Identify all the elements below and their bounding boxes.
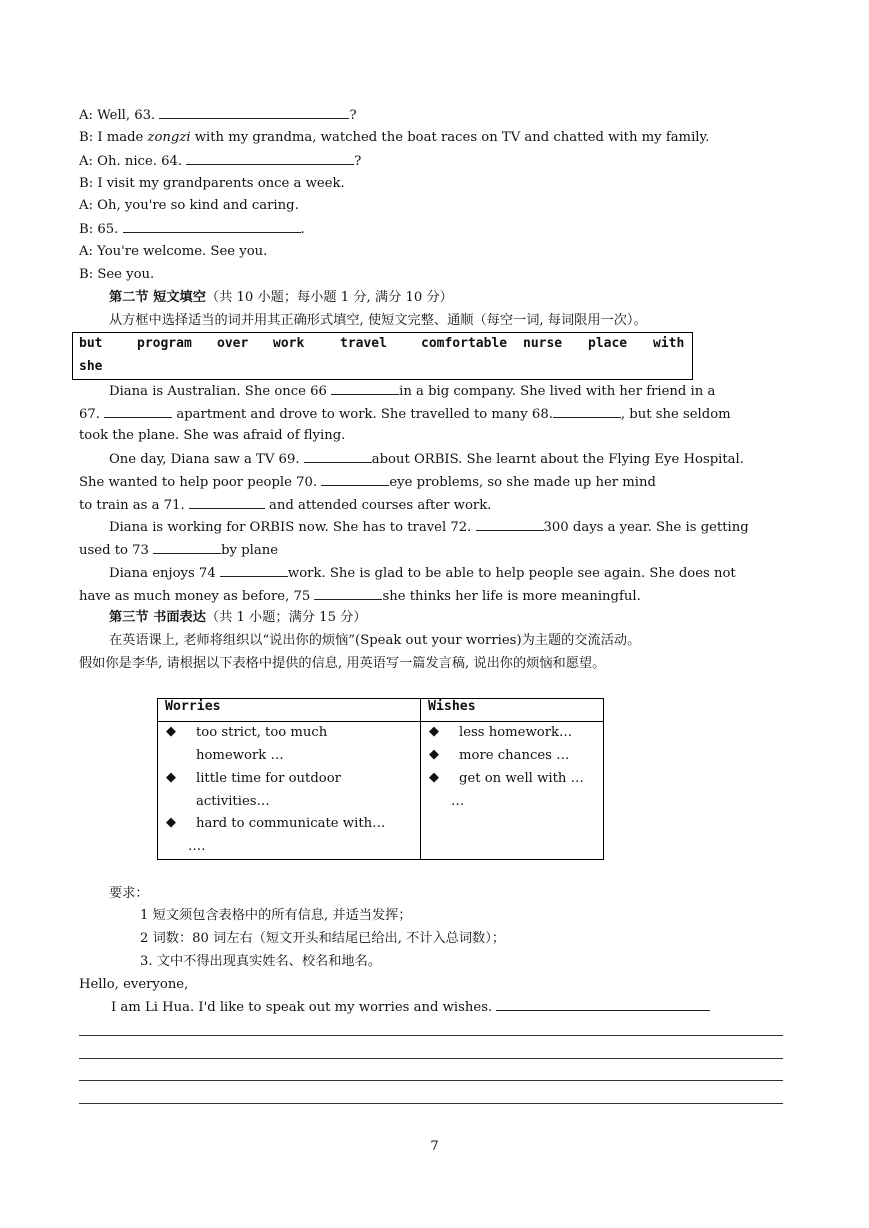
worry-item: …. bbox=[188, 839, 206, 854]
dialogue-line-63: A: Well, 63. ? bbox=[79, 108, 357, 123]
dialogue-line-zongzi: B: I made zongzi with my grandma, watched the boat races on TV and chatted with my family. bbox=[79, 130, 710, 145]
wishes-cell bbox=[421, 722, 604, 860]
diamond-bullet-icon: ◆ bbox=[429, 724, 439, 739]
section3-intro: 在英语课上, 老师将组织以“说出你的烦恼”(Speak out your worries)为主题的交流活动。 bbox=[109, 633, 641, 648]
blank-65[interactable] bbox=[123, 220, 301, 233]
requirement-item: 2 词数：80 词左右（短文开头和结尾已给出, 不计入总词数）； bbox=[140, 931, 506, 946]
diamond-bullet-icon: ◆ bbox=[166, 724, 176, 739]
blank-63[interactable] bbox=[159, 106, 349, 119]
word-bank-item: she bbox=[79, 359, 103, 374]
section3-heading: 第三节 书面表达（共 1 小题；满分 15 分） bbox=[109, 610, 367, 625]
passage-line: have as much money as before, 75 she thinks her life is more meaningful. bbox=[79, 589, 641, 604]
wish-item: get on well with … bbox=[459, 771, 584, 786]
blank-66[interactable] bbox=[331, 382, 399, 395]
blank-69[interactable] bbox=[304, 450, 372, 463]
essay-blank[interactable] bbox=[496, 998, 710, 1011]
worry-item: homework … bbox=[196, 748, 284, 763]
requirement-item: 1 短文须包含表格中的所有信息, 并适当发挥； bbox=[140, 908, 412, 923]
blank-73[interactable] bbox=[153, 541, 221, 554]
blank-75[interactable] bbox=[314, 587, 382, 600]
blank-70[interactable] bbox=[321, 473, 389, 486]
word-bank-item: program bbox=[137, 336, 192, 351]
dialogue-line-visit: B: I visit my grandparents once a week. bbox=[79, 176, 345, 191]
passage-line: Diana is working for ORBIS now. She has to travel 72. 300 days a year. She is getting bbox=[109, 520, 749, 535]
diamond-bullet-icon: ◆ bbox=[429, 770, 439, 785]
dialogue-line-welcome: A: You're welcome. See you. bbox=[79, 244, 268, 259]
worry-item: little time for outdoor bbox=[196, 771, 341, 786]
blank-74[interactable] bbox=[220, 564, 288, 577]
writing-line[interactable] bbox=[79, 1103, 783, 1104]
worry-item: activities… bbox=[196, 794, 270, 809]
word-bank-item: work bbox=[273, 336, 305, 351]
requirements-title: 要求： bbox=[109, 886, 149, 901]
word-bank-item: with bbox=[653, 336, 685, 351]
writing-line[interactable] bbox=[79, 1080, 783, 1081]
dialogue-line-kind: A: Oh, you're so kind and caring. bbox=[79, 198, 299, 213]
passage-line: Diana enjoys 74 work. She is glad to be able to help people see again. She does not bbox=[109, 566, 736, 581]
worries-cell bbox=[158, 722, 421, 860]
diamond-bullet-icon: ◆ bbox=[166, 770, 176, 785]
diamond-bullet-icon: ◆ bbox=[166, 815, 176, 830]
passage-line: She wanted to help poor people 70. eye problems, so she made up her mind bbox=[79, 475, 656, 490]
word-bank-item: over bbox=[217, 336, 249, 351]
word-bank-item: nurse bbox=[523, 336, 563, 351]
word-bank-item: travel bbox=[340, 336, 387, 351]
essay-start-line: I am Li Hua. I'd like to speak out my worries and wishes. bbox=[111, 998, 710, 1017]
word-bank-item: comfortable bbox=[421, 336, 508, 351]
passage-line: One day, Diana saw a TV 69. about ORBIS. She learnt about the Flying Eye Hospital. bbox=[109, 452, 744, 467]
wish-item: … bbox=[451, 794, 465, 809]
section2-instruction: 从方框中选择适当的词并用其正确形式填空, 使短文完整、通顺（每空一词, 每词限用一次）。 bbox=[109, 313, 647, 328]
blank-72[interactable] bbox=[476, 518, 544, 531]
wish-item: less homework… bbox=[459, 725, 573, 740]
diamond-bullet-icon: ◆ bbox=[429, 747, 439, 762]
wish-item: more chances … bbox=[459, 748, 570, 763]
passage-line: took the plane. She was afraid of flying. bbox=[79, 428, 346, 443]
dialogue-line-see-you: B: See you. bbox=[79, 267, 155, 282]
worry-item: hard to communicate with… bbox=[196, 816, 386, 831]
word-bank-item: place bbox=[588, 336, 628, 351]
word-bank-item: but bbox=[79, 336, 103, 351]
passage-line: Diana is Australian. She once 66 in a big company. She lived with her friend in a bbox=[109, 384, 716, 399]
table-header-worries: Worries bbox=[158, 699, 421, 722]
section3-intro: 假如你是李华, 请根据以下表格中提供的信息, 用英语写一篇发言稿, 说出你的烦恼和愿望。 bbox=[79, 656, 606, 671]
passage-line: to train as a 71. and attended courses after work. bbox=[79, 498, 492, 513]
blank-71[interactable] bbox=[189, 496, 265, 509]
writing-line[interactable] bbox=[79, 1058, 783, 1059]
blank-64[interactable] bbox=[186, 152, 354, 165]
passage-line: used to 73 by plane bbox=[79, 543, 279, 558]
dialogue-line-64: A: Oh. nice. 64. ? bbox=[79, 154, 362, 169]
worry-item: too strict, too much bbox=[196, 725, 328, 740]
writing-line[interactable] bbox=[79, 1035, 783, 1036]
requirement-item: 3. 文中不得出现真实姓名、校名和地名。 bbox=[140, 954, 381, 969]
passage-line: 67. apartment and drove to work. She travelled to many 68. , but she seldom bbox=[79, 407, 731, 422]
page-number: 7 bbox=[430, 1139, 439, 1154]
essay-greeting: Hello, everyone, bbox=[79, 977, 189, 992]
blank-67[interactable] bbox=[104, 405, 172, 418]
section2-heading: 第二节 短文填空（共 10 小题；每小题 1 分, 满分 10 分） bbox=[109, 290, 453, 305]
blank-68[interactable] bbox=[553, 405, 621, 418]
table-header-wishes: Wishes bbox=[421, 699, 604, 722]
word-bank-box bbox=[72, 332, 693, 380]
dialogue-line-65: B: 65. . bbox=[79, 222, 305, 237]
worries-wishes-table bbox=[157, 698, 604, 860]
